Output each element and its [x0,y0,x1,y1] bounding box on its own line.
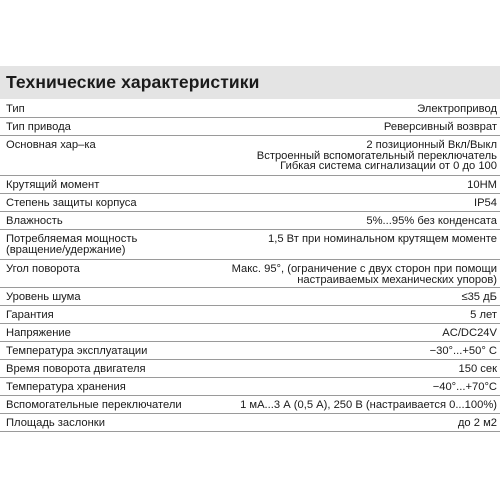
spec-value-line: настраиваемых механических упоров) [297,273,497,286]
spec-value-line: Реверсивный возврат [383,121,497,133]
spec-value-line: 1,5 Вт при номинальном крутящем моменте [267,233,497,245]
spec-value-line: Встроенный вспомогательный переключатель [256,149,497,162]
spec-row [0,360,500,378]
spec-label [6,346,147,357]
spec-label [6,216,63,227]
spec-value-line: Макс. 95°, (ограничение с двух сторон при помощи [231,263,497,275]
spec-label [6,400,182,411]
spec-label-line: Потребляемая мощность [6,233,138,245]
spec-label [6,180,99,191]
spec-row [0,194,500,212]
spec-row [0,414,500,432]
spec-row [0,396,500,414]
spec-label-line: Степень защиты корпуса [6,197,137,209]
spec-value-line: ≤35 дБ [461,291,497,303]
spec-row [0,288,500,306]
spec-value [105,418,497,429]
spec-label [6,198,137,209]
spec-value-line: 150 сек [458,363,497,375]
spec-label [6,140,96,151]
spec-value-line: −40°...+70°С [432,381,497,393]
spec-label-line: Угол поворота [6,263,80,275]
spec-row [0,306,500,324]
section-header [0,66,500,99]
spec-value [137,198,497,209]
spec-row [0,212,500,230]
spec-label-line: Вспомогательные переключатели [6,399,182,411]
section-title: Технические характеристики [6,72,260,92]
spec-label-line: Температура эксплуатации [6,345,148,357]
spec-label-line: Гарантия [6,309,54,321]
spec-value-line: 2 позиционный Вкл/Выкл [366,139,497,151]
spec-value-line: 5 лет [470,309,497,321]
spec-label-line: Площадь заслонки [6,417,105,429]
spec-label-line: (вращение/удержание) [6,243,126,256]
spec-label [6,122,71,133]
spec-value [54,310,497,321]
spec-label-line: Крутящий момент [6,179,100,191]
spec-label-line: Влажность [6,215,63,227]
spec-label [6,310,54,321]
spec-row [0,100,500,118]
spec-value-line: Гибкая система сигнализации от 0 до 100 [280,160,497,172]
spec-label [6,292,81,303]
spec-value [182,400,497,411]
spec-label [6,104,25,115]
spec-row [0,136,500,176]
spec-label [6,328,71,339]
spec-value-line: 10НМ [467,179,497,191]
spec-label [6,382,126,393]
spec-row [0,342,500,360]
spec-label [6,418,105,429]
spec-value [146,364,497,375]
spec-row [0,230,500,260]
spec-label [6,364,146,375]
spec-value [80,264,497,285]
spec-label-line: Напряжение [6,327,71,339]
spec-table [0,100,500,432]
spec-value [126,382,497,393]
spec-row [0,176,500,194]
spec-value [99,180,497,191]
spec-value [71,328,497,339]
spec-row [0,378,500,396]
spec-value-line: AC/DC24V [442,327,497,339]
spec-label-line: Тип [6,103,25,115]
spec-value [96,140,497,172]
spec-value [25,104,497,115]
spec-value [63,216,497,227]
spec-label [6,234,137,255]
spec-row [0,324,500,342]
spec-label-line: Уровень шума [6,291,81,303]
spec-value [147,346,497,357]
spec-value-line: −30°...+50° С [429,345,497,357]
spec-value-line: IP54 [473,197,497,209]
spec-label [6,264,80,275]
spec-row [0,260,500,288]
spec-label-line: Основная хар–ка [6,139,96,151]
spec-value [137,234,497,245]
spec-value-line: 1 мА...3 А (0,5 А), 250 В (настраивается 0...100%) [240,399,497,411]
spec-label-line: Время поворота двигателя [6,363,146,375]
spec-label-line: Тип привода [6,121,71,133]
spec-value-line: 5%...95% без конденсата [366,215,497,227]
spec-value [81,292,497,303]
spec-value-line: Электропривод [417,103,497,115]
spec-row [0,118,500,136]
spec-value [71,122,497,133]
spec-value-line: до 2 м2 [457,417,497,429]
spec-label-line: Температура хранения [6,381,126,393]
